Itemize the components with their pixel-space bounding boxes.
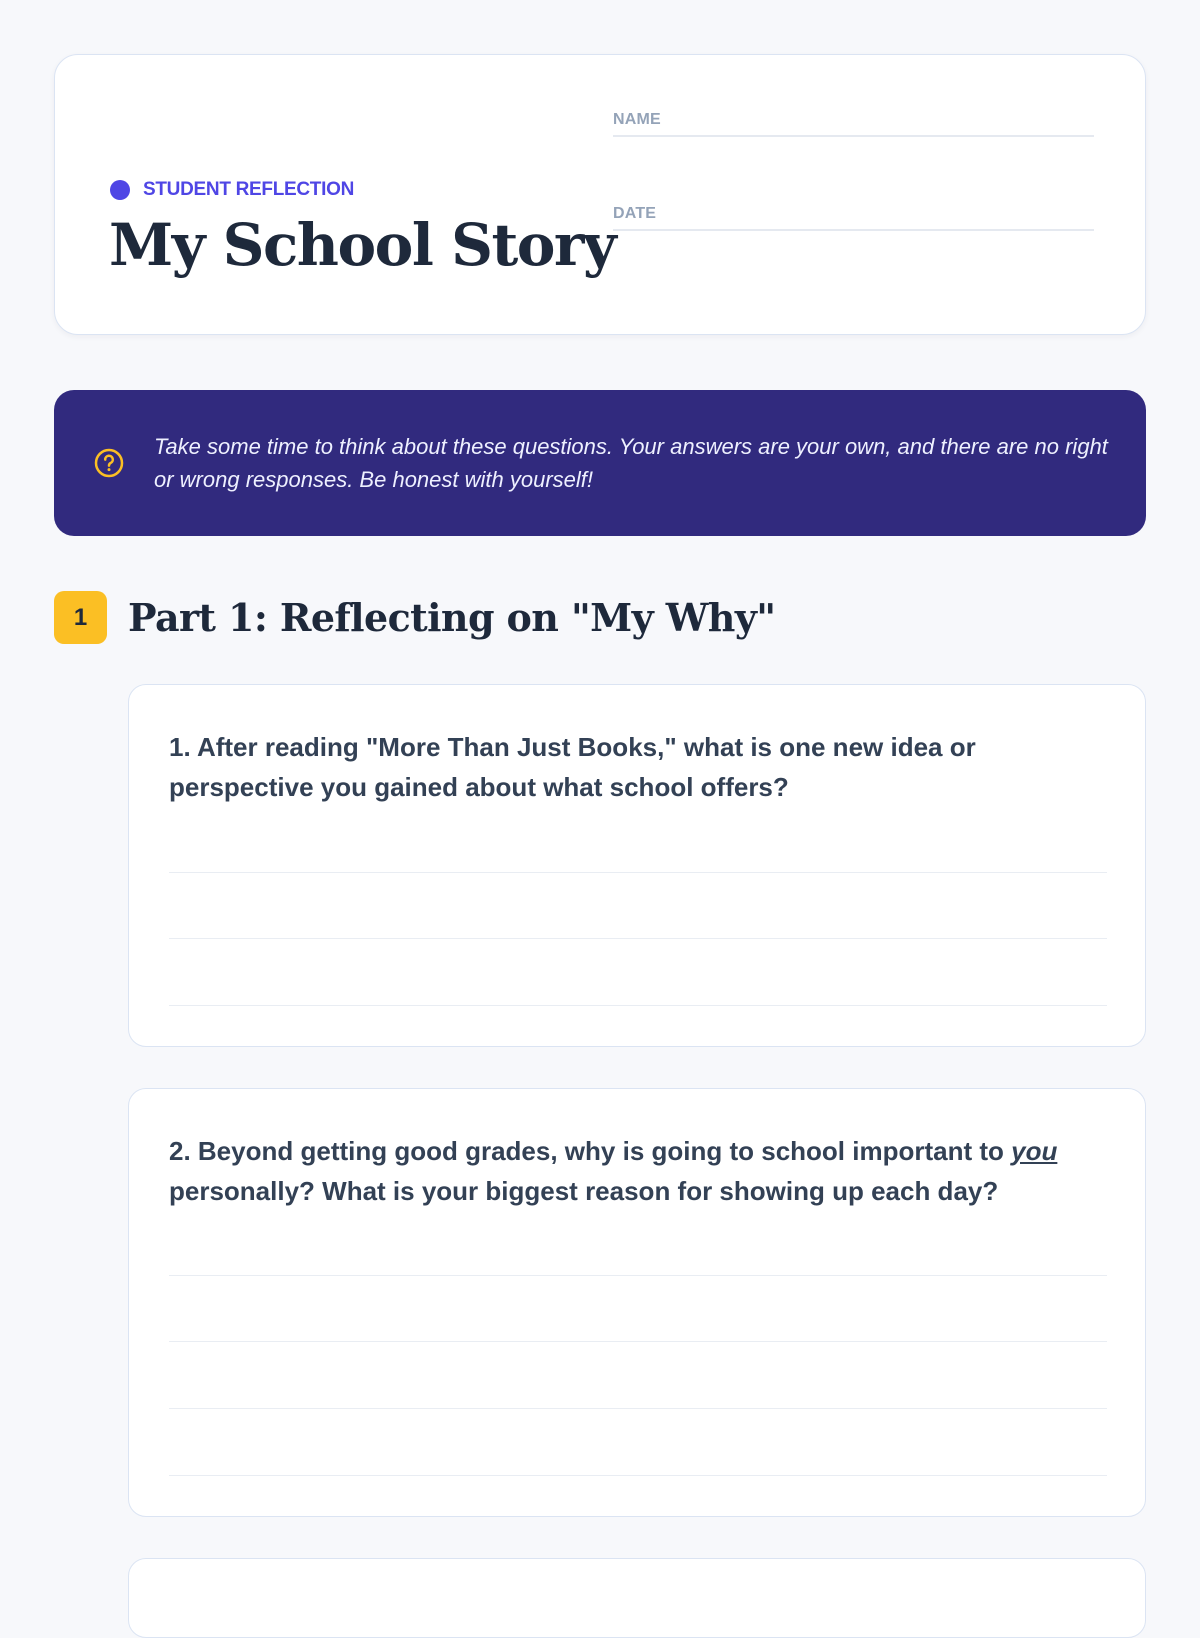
question-1-text: 1. After reading "More Than Just Books," what is one new idea or perspective you gained about what school offers?	[169, 732, 976, 802]
date-field[interactable]	[613, 205, 1094, 231]
instructions-banner	[54, 390, 1146, 536]
page-title: My School Story	[109, 211, 616, 279]
name-label: NAME	[613, 111, 661, 128]
answer-line[interactable]	[169, 1275, 1107, 1276]
question-card-3	[128, 1558, 1146, 1638]
name-field[interactable]	[613, 111, 1094, 137]
header-card	[54, 54, 1146, 335]
question-2-text-end: personally? What is your biggest reason for showing up each day?	[169, 1176, 999, 1206]
part-number-badge: 1	[54, 591, 107, 644]
eyebrow	[110, 179, 354, 201]
question-2-text	[169, 1131, 1109, 1211]
question-2-text-start: 2. Beyond getting good grades, why is going to school important to	[169, 1136, 1012, 1166]
answer-line[interactable]	[169, 1475, 1107, 1476]
dot-icon	[110, 180, 130, 200]
question-card-1	[128, 684, 1146, 1047]
question-2-emphasis: you	[1011, 1136, 1058, 1166]
eyebrow-label: STUDENT REFLECTION	[143, 179, 354, 200]
answer-line[interactable]	[169, 938, 1107, 939]
question-circle-icon	[94, 448, 124, 478]
answer-line[interactable]	[169, 1408, 1107, 1409]
part-title: Part 1: Reflecting on "My Why"	[128, 595, 776, 640]
answer-line[interactable]	[169, 872, 1107, 873]
answer-line[interactable]	[169, 1341, 1107, 1342]
answer-line[interactable]	[169, 1005, 1107, 1006]
instructions-text: Take some time to think about these questions. Your answers are your own, and there are no right or wrong responses. Be honest with yourself!	[154, 434, 1108, 492]
question-card-2	[128, 1088, 1146, 1517]
date-label: DATE	[613, 205, 657, 222]
